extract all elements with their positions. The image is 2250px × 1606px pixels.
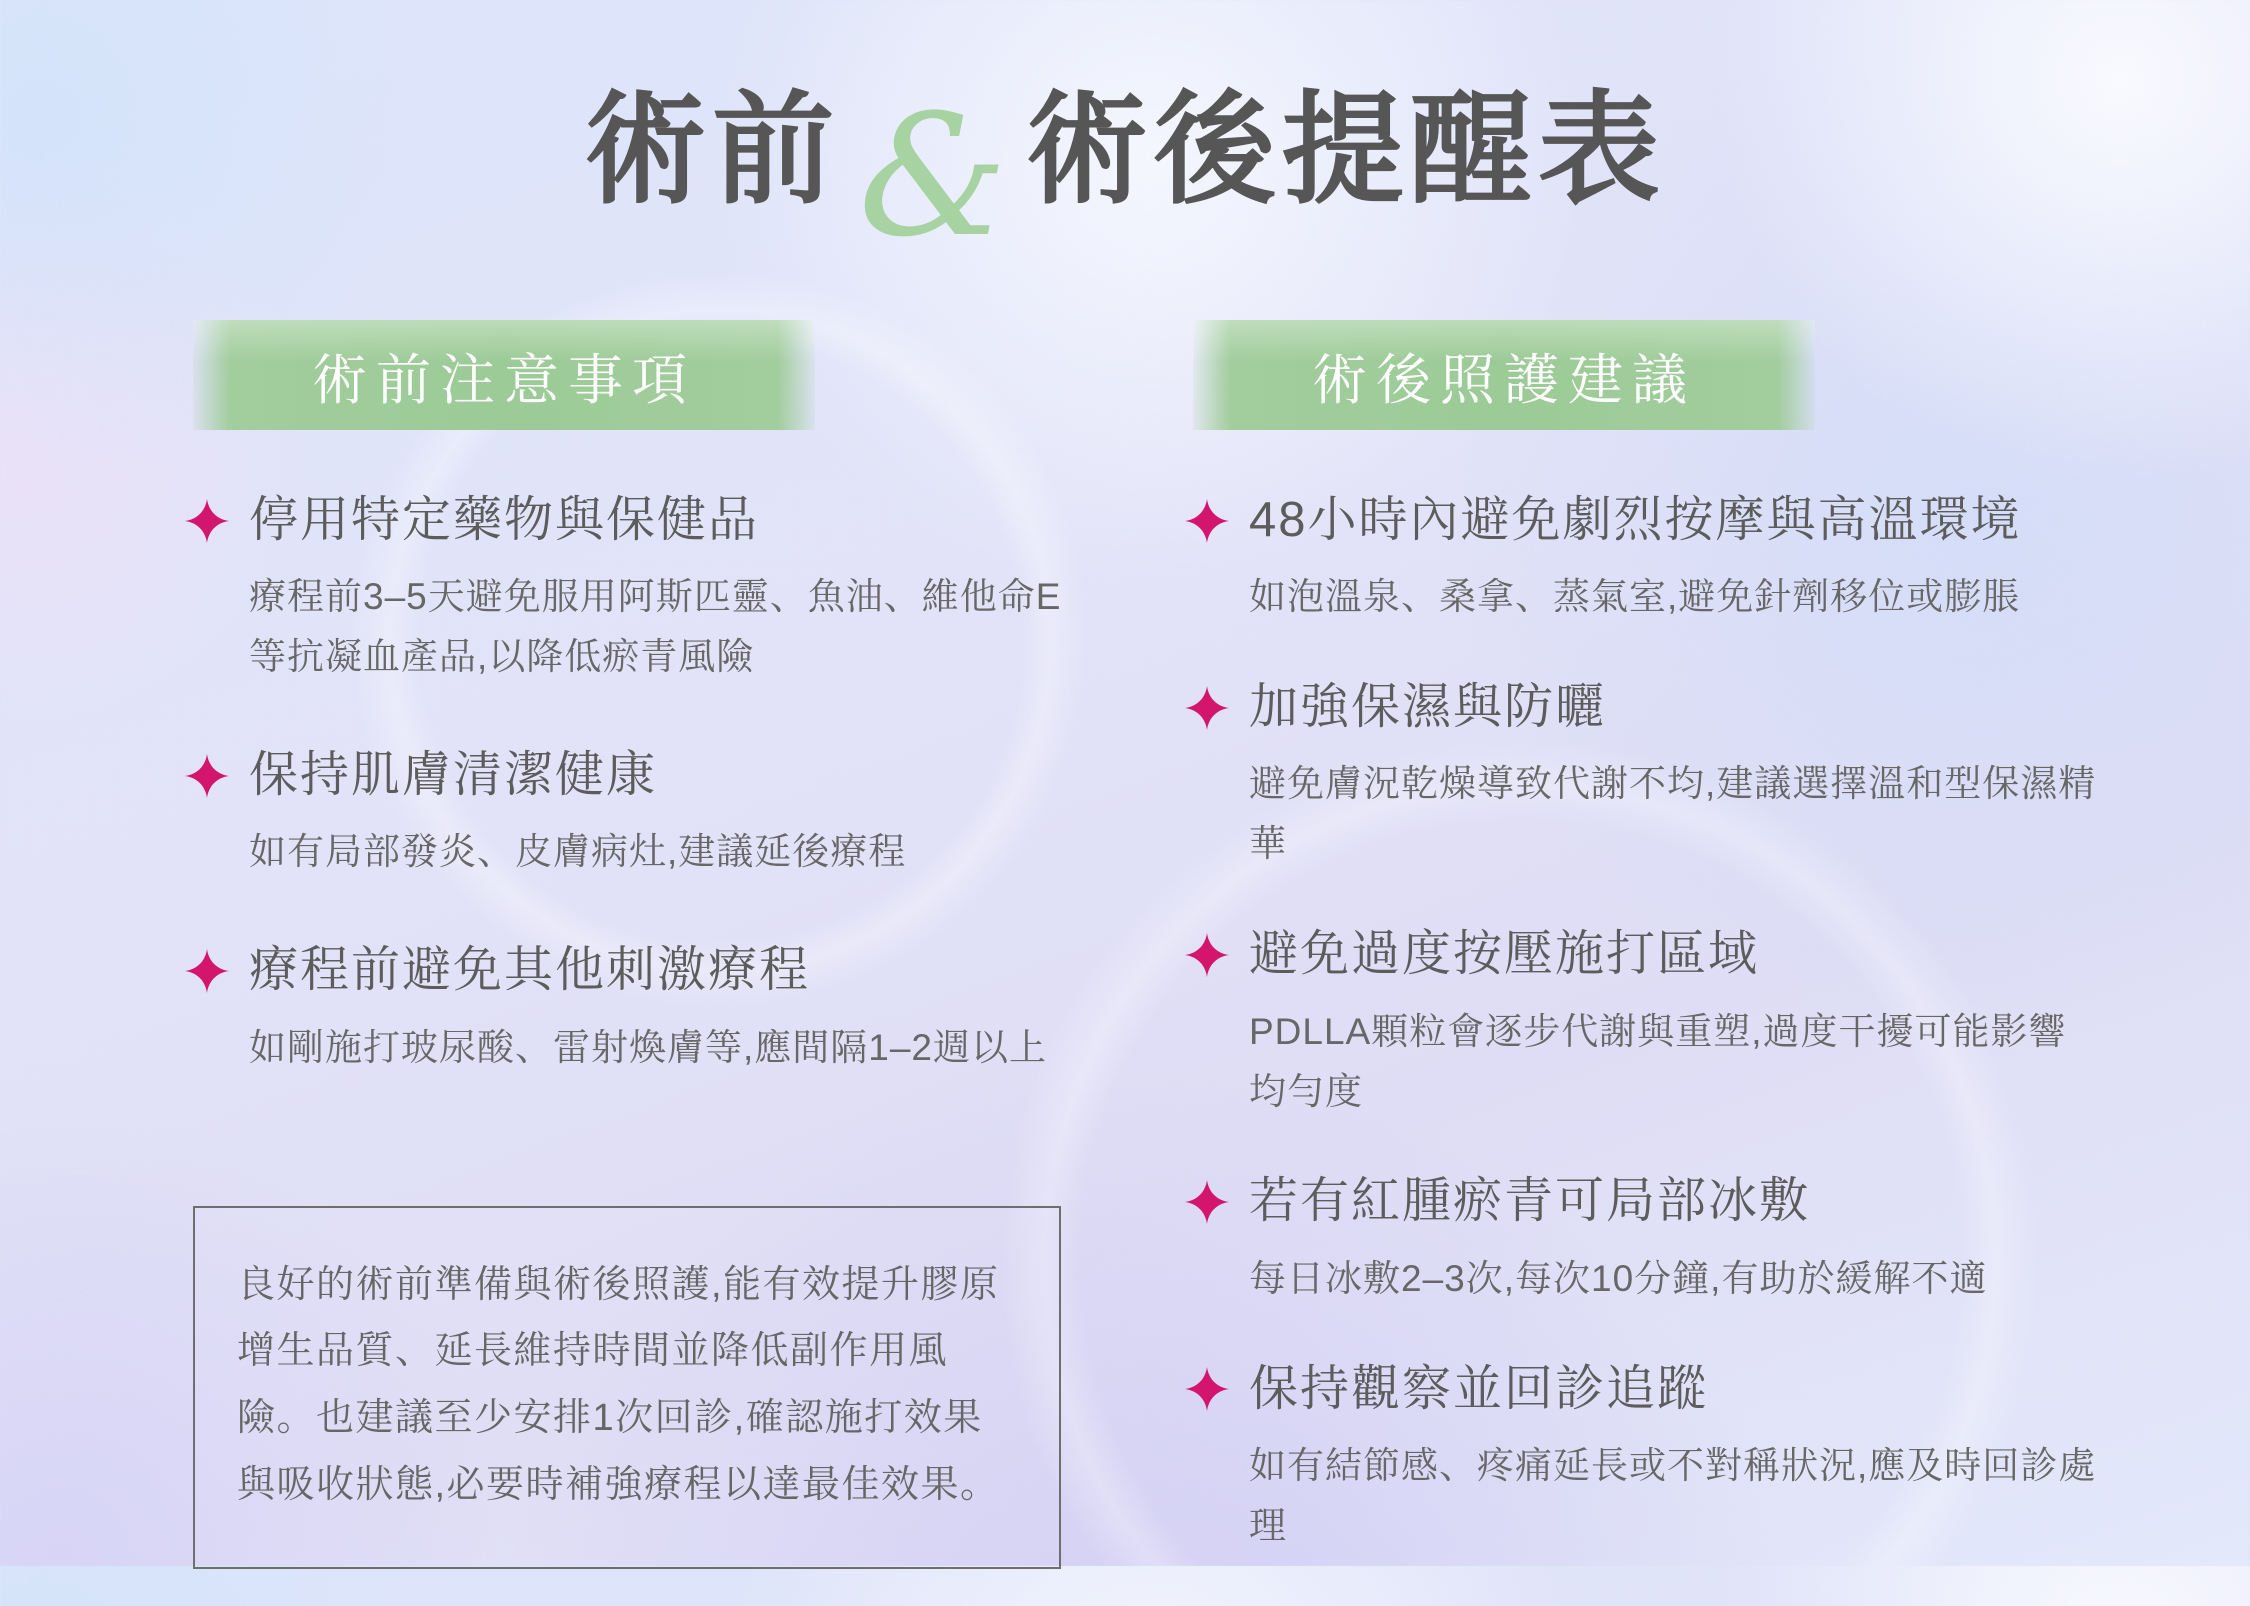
item-heading-row [185,490,1080,551]
item-heading: 加強保濕與防曬 [1249,680,1607,735]
post-treatment-column [1185,320,2195,1606]
item-heading-row [1185,1359,2195,1420]
list-item [1185,924,2195,1121]
sparkle-bullet-icon [185,499,229,543]
item-heading: 療程前避免其他刺激療程 [249,943,811,998]
ampersand-ornament: & [858,77,1008,274]
item-description: 每日冰敷2–3次,每次10分鐘,有助於緩解不適 [1249,1257,1988,1299]
pre-treatment-column [185,320,1080,1569]
item-heading-row [185,940,1080,1001]
item-heading-row [1185,924,2195,985]
pre-treatment-header-banner [193,320,815,430]
sparkle-bullet-icon [185,754,229,798]
item-heading: 若有紅腫瘀青可局部冰敷 [1249,1174,1811,1229]
item-description: 避免膚況乾燥導致代謝不均,建議選擇溫和型保濕精華 [1249,763,2097,865]
item-description: PDLLA顆粒會逐步代謝與重塑,過度干擾可能影響均勻度 [1249,1010,2067,1112]
list-item [185,940,1080,1077]
pre-treatment-header-label: 術前注意事項 [311,348,696,411]
page-title-right: 術後提醒表 [1025,77,1666,221]
page-title-left: 術前 [584,77,841,221]
list-item [185,490,1080,687]
list-item [185,745,1080,882]
item-description: 如泡溫泉、桑拿、蒸氣室,避免針劑移位或膨脹 [1249,576,2021,618]
sparkle-bullet-icon [1185,1180,1229,1224]
sparkle-bullet-icon [185,949,229,993]
item-heading-row [1185,1171,2195,1232]
item-description: 如有局部發炎、皮膚病灶,建議延後療程 [249,831,907,873]
summary-note-box: 良好的術前準備與術後照護,能有效提升膠原增生品質、延長維持時間並降低副作用風險。也建議至少安排1次回診,確認施打效果與吸收狀態,必要時補強療程以達最佳效果。 [193,1206,1061,1570]
post-treatment-list [1185,490,2195,1556]
item-heading: 避免過度按壓施打區域 [1249,927,1760,982]
sparkle-bullet-icon [1185,1367,1229,1411]
page-title [0,58,2250,274]
item-heading: 停用特定藥物與保健品 [249,493,760,547]
pre-treatment-list [185,490,1080,1078]
item-heading: 保持觀察並回診追蹤 [1249,1361,1709,1416]
item-description: 如有結節感、疼痛延長或不對稱狀況,應及時回診處理 [1249,1444,2097,1546]
item-heading-row [1185,490,2195,551]
item-description: 療程前3–5天避免服用阿斯匹靈、魚油、維他命E等抗凝血產品,以降低瘀青風險 [249,576,1062,678]
item-heading: 保持肌膚清潔健康 [249,748,658,803]
list-item [1185,1359,2195,1556]
sparkle-bullet-icon [1185,686,1229,730]
list-item [1185,677,2195,874]
post-treatment-header-banner [1193,320,1815,430]
post-treatment-header-label: 術後照護建議 [1311,348,1696,411]
item-description: 如剛施打玻尿酸、雷射煥膚等,應間隔1–2週以上 [249,1026,1048,1068]
sparkle-bullet-icon [1185,499,1229,543]
item-heading-row [185,745,1080,806]
sparkle-bullet-icon [1185,933,1229,977]
list-item [1185,490,2195,627]
item-heading: 48小時內避免劇烈按摩與高溫環境 [1249,493,2022,547]
list-item [1185,1171,2195,1308]
item-heading-row [1185,677,2195,738]
